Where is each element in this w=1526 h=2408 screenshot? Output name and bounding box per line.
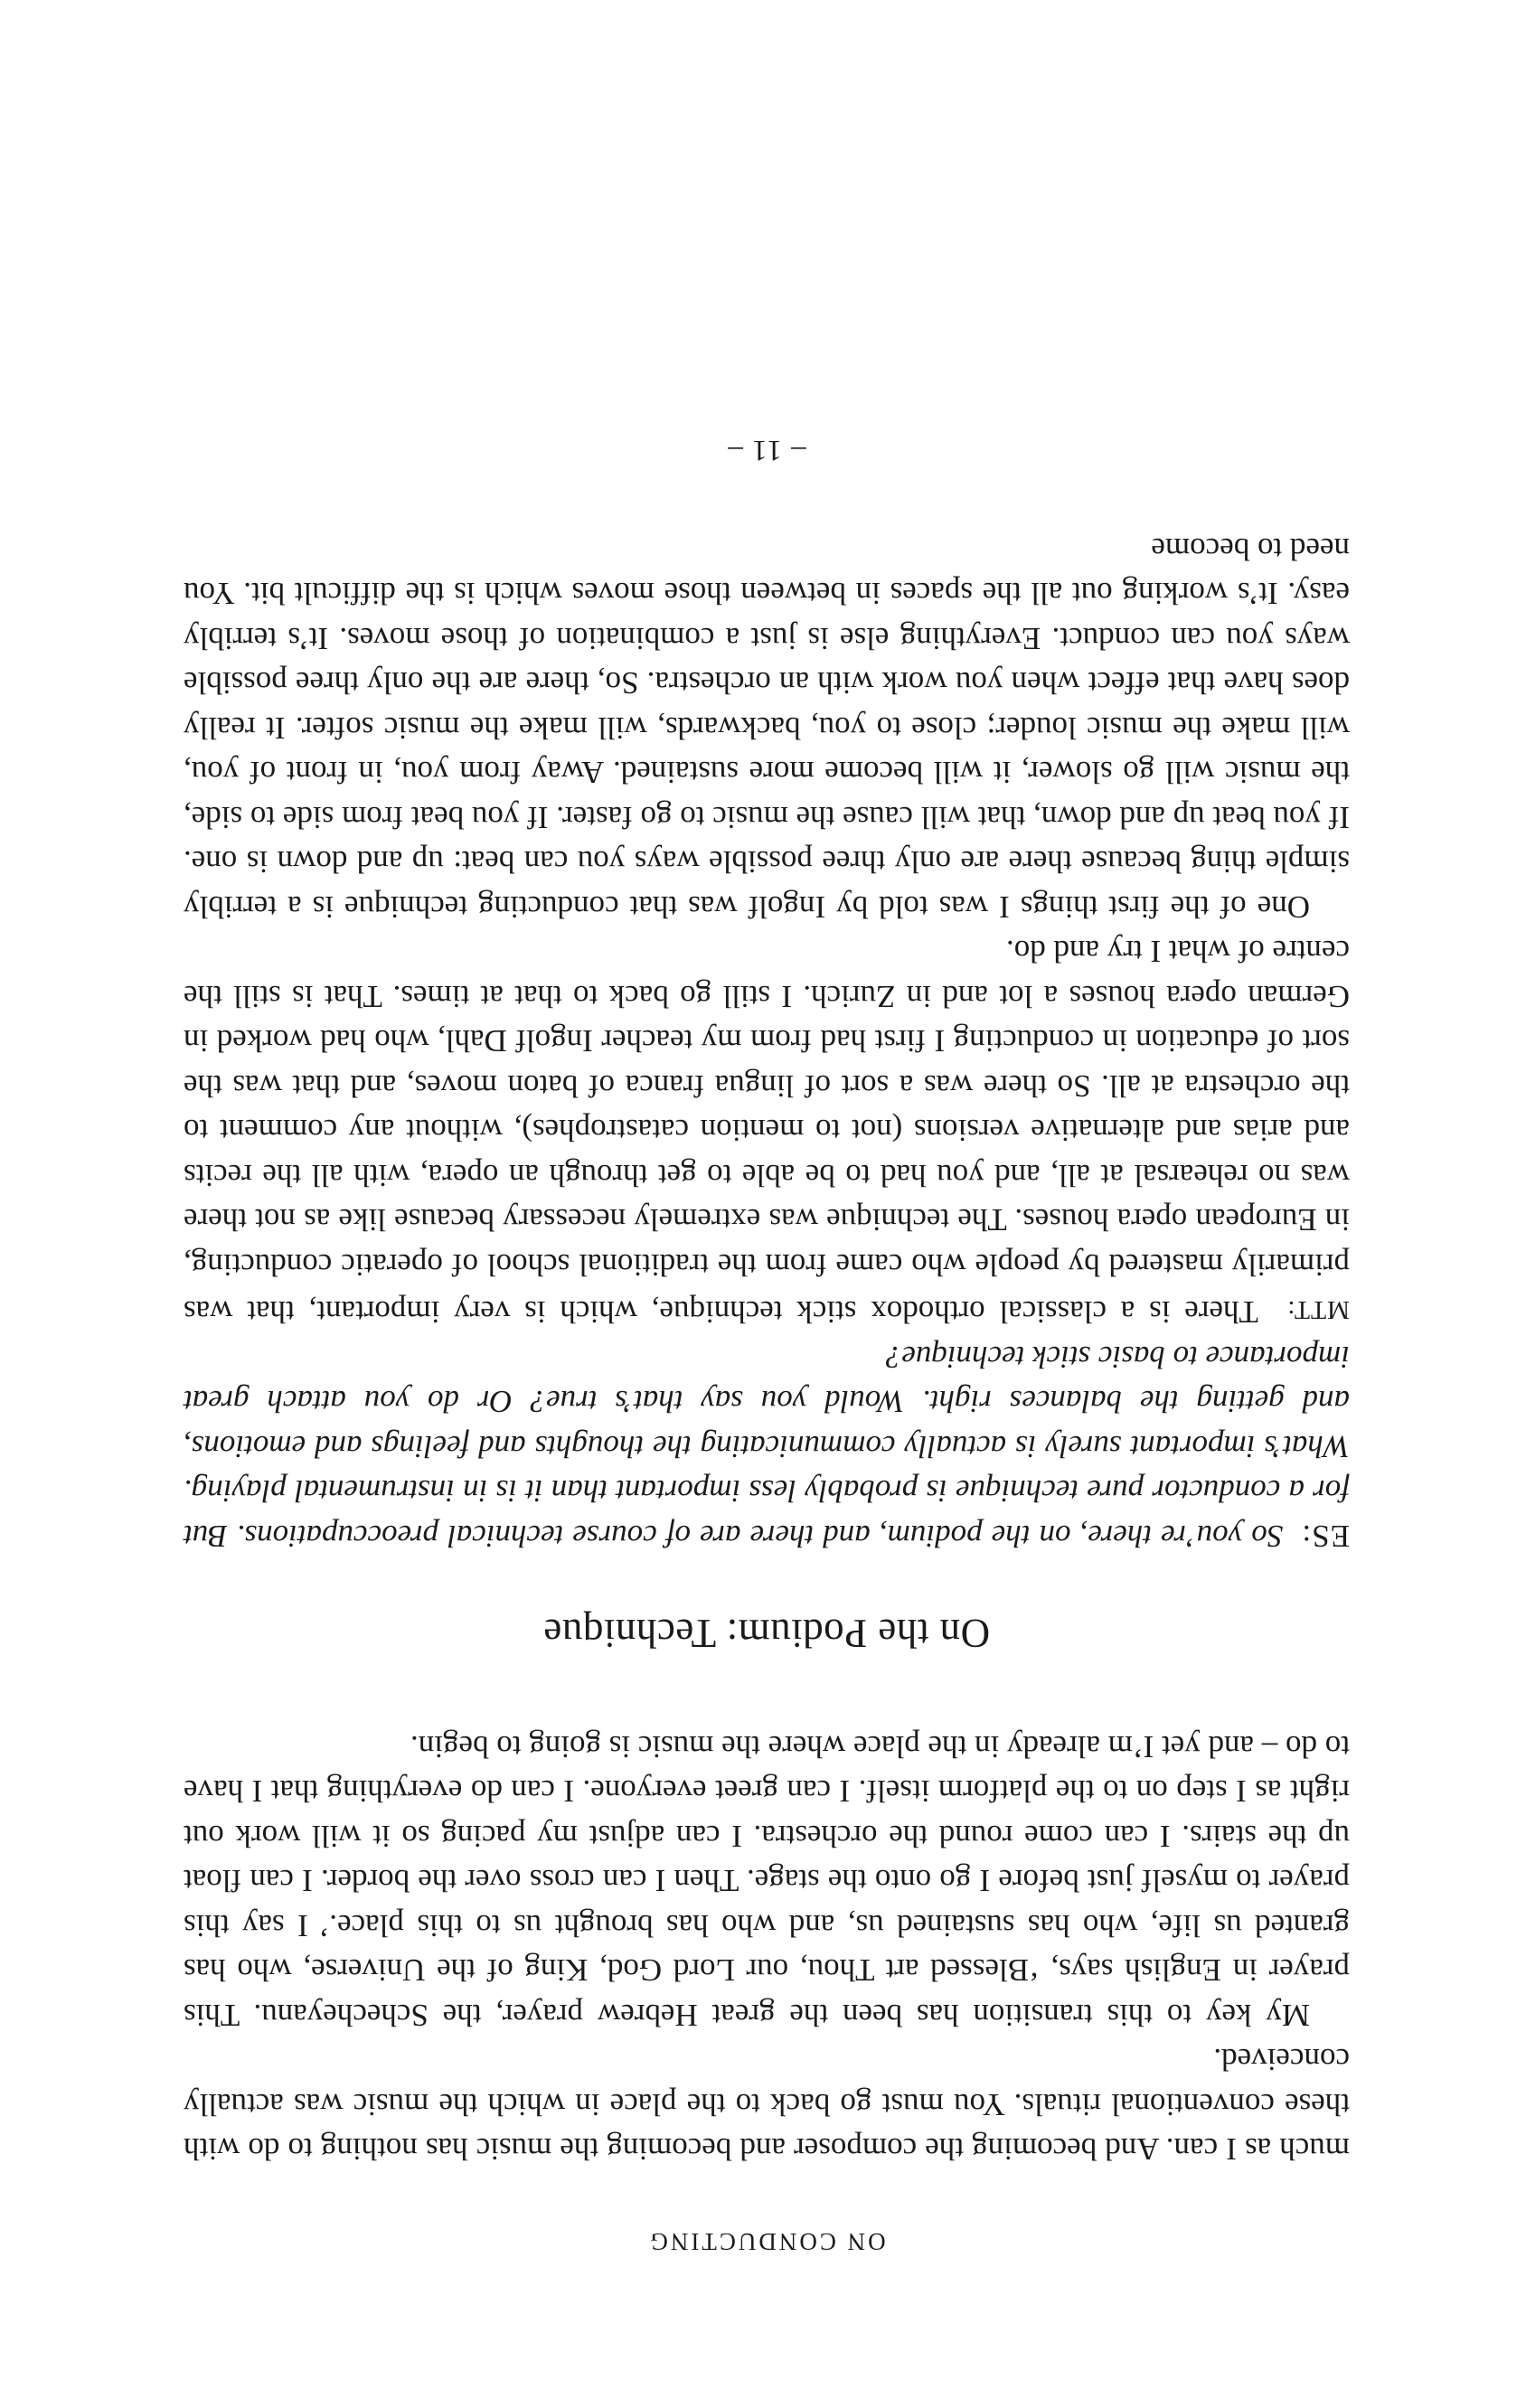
paragraph-technique: One of the first things I was told by Ingolf was that conducting technique is a terribly simple thing because there are only three possible ways you can beat: up and down is one. If you beat up and down, that will cause the music to go faster. If you beat from side to side, the music will go slower, it will become more sustained. Away from you, in front of you, will make the music louder; close to you, backwards, will make the music softer. It really does have that effect when you work with an orchestra. So, there are the only three possible ways you can conduct. Everything else is just a combination of those moves. It’s terribly easy. It’s working out all the spaces in between those moves which is the difficult bit. You need to become	[184, 531, 1350, 925]
answer-speaker: MTT:	[1286, 1295, 1350, 1324]
paragraph-prayer: My key to this transition has been the great Hebrew prayer, the Schecheyanu. This prayer in English says, ‘Blessed art Thou, our Lord God, King of the Universe, who has granted us life, who has sustained us, and who has brought us to this place.’ I say this prayer to myself just before I go onto the stage. Then I can cross over the border. I can float up the stairs. I can come round the orchestra. I can adjust my pacing so it will work out right as I step on to the platform itself. I can greet everyone. I can do everything that I have to do – and yet I’m already in the place where the music is going to begin.	[184, 1729, 1350, 2033]
interview-answer	[184, 929, 1350, 1335]
section-title: On the Podium: Technique	[542, 1611, 991, 1657]
running-head: ON CONDUCTING	[647, 2228, 886, 2255]
interview-question	[184, 1335, 1350, 1559]
question-text: So you’re there, on the podium, and there are of course technical preoccupations. But for a conductor pure technique is probably less important than it is in instrumental playing. What’s important surely is actually communicating the thoughts and feelings and emotions, and getting the balances right. Would you say that’s true? Or do you attach great importance to basic stick technique?	[184, 1340, 1350, 1554]
page-number: – 11 –	[727, 434, 806, 467]
text-block	[184, 428, 1350, 2263]
answer-text: There is a classical orthodox stick technique, which is very important, that was primarily mastered by people who came from the traditional school of operatic conducting, in European opera houses. The technique was extremely necessary because like as not there was no rehearsal at all, and you had to be able to get through an opera, with all the recits and arias and alternative versions (not to mention catastrophes), without any comment to the orchestra at all. So there was a sort of lingua franca of baton moves, and that was the sort of education in conducting I first had from my teacher Ingolf Dahl, who had worked in German opera houses a lot and in Zurich. I still go back to that at times. That is still the centre of what I try and do.	[183, 934, 1350, 1331]
paragraph-continued: much as I can. And becoming the composer and becoming the music has nothing to do with these conventional rituals. You must go back to the place in which the music was actually conceived.	[184, 2042, 1350, 2168]
question-speaker: ES:	[1301, 1519, 1350, 1554]
